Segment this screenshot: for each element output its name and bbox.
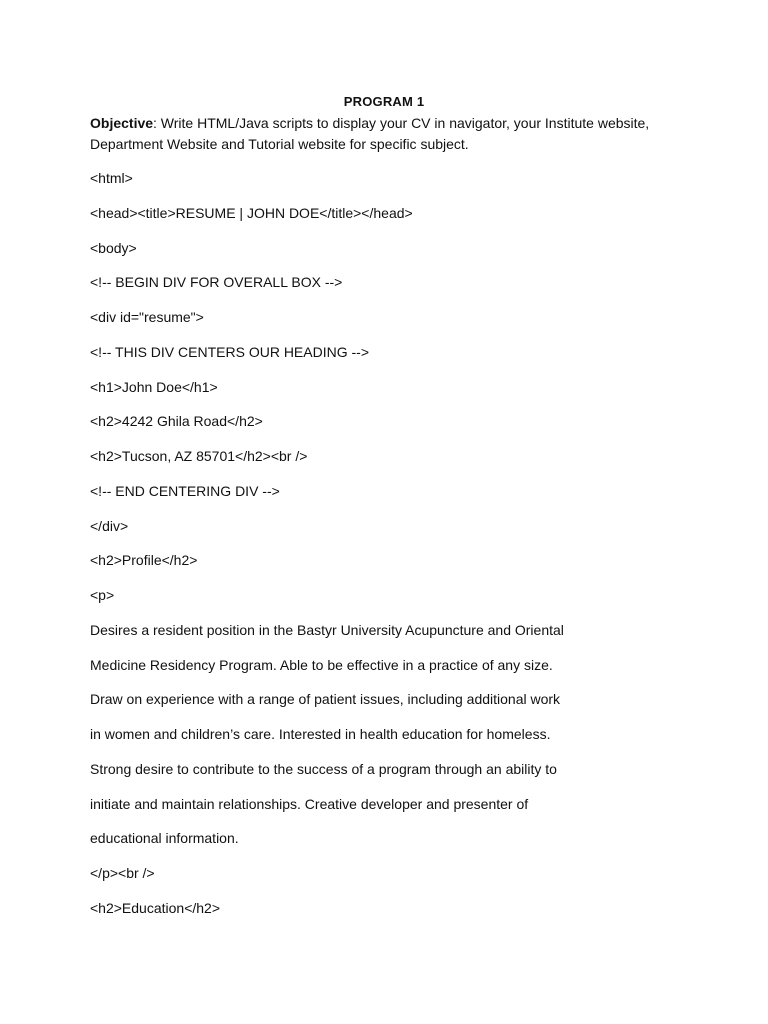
code-line: <!-- BEGIN DIV FOR OVERALL BOX --> bbox=[90, 274, 343, 291]
code-line: <html> bbox=[90, 170, 133, 186]
code-line: <h2>Tucson, AZ 85701</h2><br /> bbox=[90, 448, 308, 464]
code-listing bbox=[90, 167, 710, 932]
code-line: initiate and maintain relationships. Creative developer and presenter of bbox=[90, 795, 529, 812]
objective-paragraph bbox=[90, 113, 690, 155]
code-line: Strong desire to contribute to the success of a program through an ability to bbox=[90, 760, 557, 777]
code-line: educational information. bbox=[90, 830, 239, 847]
code-line: <div id="resume"> bbox=[90, 309, 204, 325]
code-line: <h2>Profile</h2> bbox=[90, 552, 198, 569]
page-title: PROGRAM 1 bbox=[343, 94, 425, 109]
code-line: <!-- THIS DIV CENTERS OUR HEADING --> bbox=[90, 343, 369, 360]
code-line: <!-- END CENTERING DIV --> bbox=[90, 482, 280, 499]
code-line: </div> bbox=[90, 517, 129, 534]
code-line: <head><title>RESUME | JOHN DOE</title></head> bbox=[90, 204, 413, 221]
code-line: in women and children’s care. Interested in health education for homeless. bbox=[90, 726, 551, 742]
code-line: <h1>John Doe</h1> bbox=[90, 378, 218, 395]
code-line: Medicine Residency Program. Able to be effective in a practice of any size. bbox=[90, 656, 553, 673]
code-line: <p> bbox=[90, 587, 115, 603]
code-line: <body> bbox=[90, 239, 137, 256]
code-line: Draw on experience with a range of patient issues, including additional work bbox=[90, 691, 561, 708]
code-line: Desires a resident position in the Bastyr University Acupuncture and Oriental bbox=[90, 621, 564, 638]
objective-text: : Write HTML/Java scripts to display your CV in navigator, your Institute website, Department Website and Tutorial website for specific subject. bbox=[90, 115, 650, 152]
code-line: <h2>4242 Ghila Road</h2> bbox=[90, 413, 263, 430]
code-line: <h2>Education</h2> bbox=[90, 899, 221, 916]
code-line: </p><br /> bbox=[90, 865, 155, 881]
objective-label: Objective bbox=[90, 115, 154, 131]
